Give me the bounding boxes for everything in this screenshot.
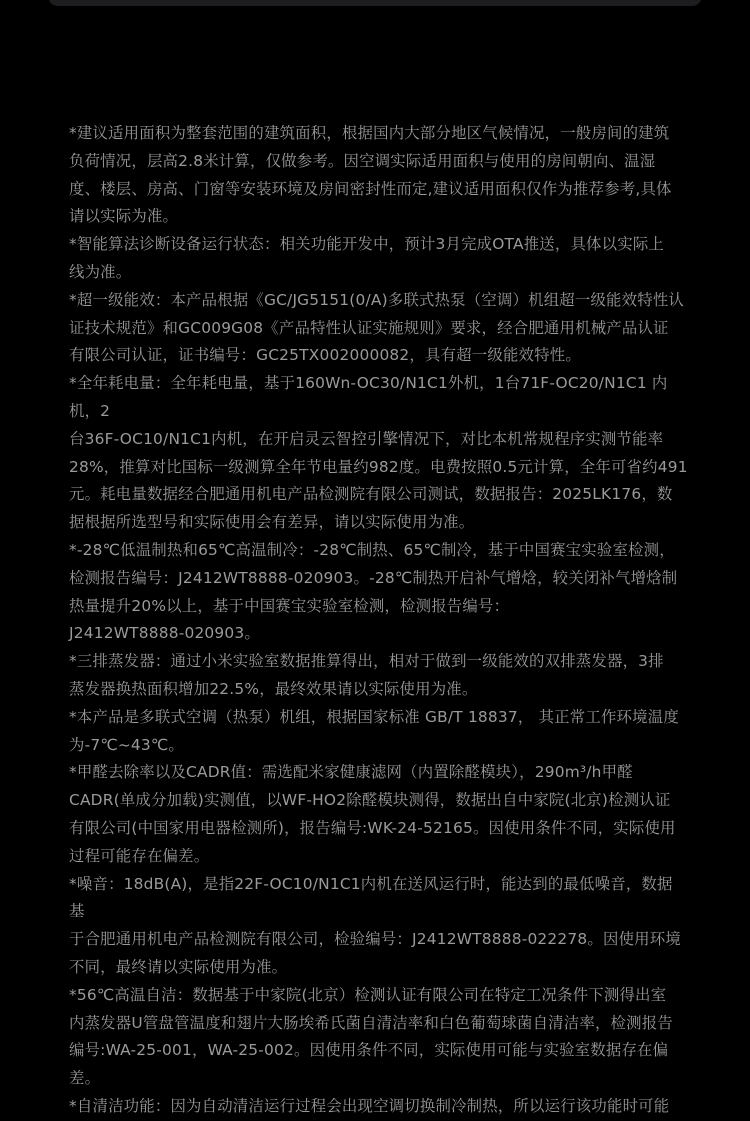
note-energy-efficiency: *超一级能效：本产品根据《GC/JG5151(0/A)多联式热泵（空调）机组超一级能效特性认 证技术规范》和GC009G08《产品特性认证实施规则》要求，经合肥通用机械产品认证 有限公司认证，证书编号：GC25TX002000082，具有超一级能效特性。 xyxy=(69,290,685,365)
note-temperature-range: *-28℃低温制热和65℃高温制冷：-28℃制热、65℃制冷，基于中国赛宝实验室检测， 检测报告编号：J2412WT8888-020903。-28℃制热开启补气增焓，较关闭补气增焓制 热量提升20%以上，基于中国赛宝实验室检测，检测报告编号： J2412WT8888-020903。 xyxy=(69,540,678,643)
note-evaporator: *三排蒸发器：通过小米实验室数据推算得出，相对于做到一级能效的双排蒸发器，3排 蒸发器换热面积增加22.5%，最终效果请以实际使用为准。 xyxy=(69,652,664,698)
disclaimer-notes xyxy=(69,120,688,1121)
note-noise: *噪音：18dB(A)，是指22F-OC10/N1C1内机在送风运行时，能达到的最低噪音，数据基 于合肥通用机电产品检测院有限公司，检验编号：J2412WT8888-022278。因使用环境 不同，最终请以实际使用为准。 xyxy=(69,874,681,976)
top-bar xyxy=(48,0,702,6)
note-smart-diagnosis: *智能算法诊断设备运行状态：相关功能开发中，预计3月完成OTA推送，具体以实际上 线为准。 xyxy=(69,235,665,281)
note-self-cleaning: *自清洁功能：因为自动清洁运行过程会出现空调切换制冷制热，所以运行该功能时可能 xyxy=(69,1096,670,1115)
note-applicable-area: *建议适用面积为整套范围的建筑面积，根据国内大部分地区气候情况，一般房间的建筑 负荷情况，层高2.8米计算，仅做参考。因空调实际适用面积与使用的房间朝向、温湿 度、楼层、房高、门窗等安装环境及房间密封性而定,建议适用面积仅作为推荐参考,具体 请以实际为准。 xyxy=(69,124,672,226)
note-formaldehyde: *甲醛去除率以及CADR值：需选配米家健康滤网（内置除醛模块），290m³/h甲醛 CADR(单成分加载)实测值，以WF-HO2除醛模块测得，数据出自中家院(北京)检测认证 有限公司(中国家用电器检测所)，报告编号:WK-24-52165。因使用条件不同，实际使用 过程可能存在偏差。 xyxy=(69,763,676,865)
note-annual-power: *全年耗电量：全年耗电量，基于160Wn-OC30/N1C1外机，1台71F-OC20/N1C1 内机，2 台36F-OC10/N1C1内机，在开启灵云智控引擎情况下，对比本机常规程序实测节能率 28%，推算对比国标一级测算全年节电量约982度。电费按照0.5元计算，全年可省约491 元。耗电量数据经合肥通用机电产品检测院有限公司测试，数据报告：2025LK176，数 据根据所选型号和实际使用会有差异，请以实际使用为准。 xyxy=(69,374,688,532)
note-working-environment: *本产品是多联式空调（热泵）机组，根据国家标准 GB/T 18837， 其正常工作环境温度 为-7℃~43℃。 xyxy=(69,707,679,754)
note-self-cleaning-56: *56℃高温自洁：数据基于中家院(北京）检测认证有限公司在特定工况条件下测得出室 内蒸发器U管盘管温度和翅片大肠埃希氏菌自清洁率和白色葡萄球菌自清洁率，检测报告 编号:WA-25-001，WA-25-002。因使用条件不同，实际使用可能与实验室数据存在偏 差。 xyxy=(69,985,673,1088)
